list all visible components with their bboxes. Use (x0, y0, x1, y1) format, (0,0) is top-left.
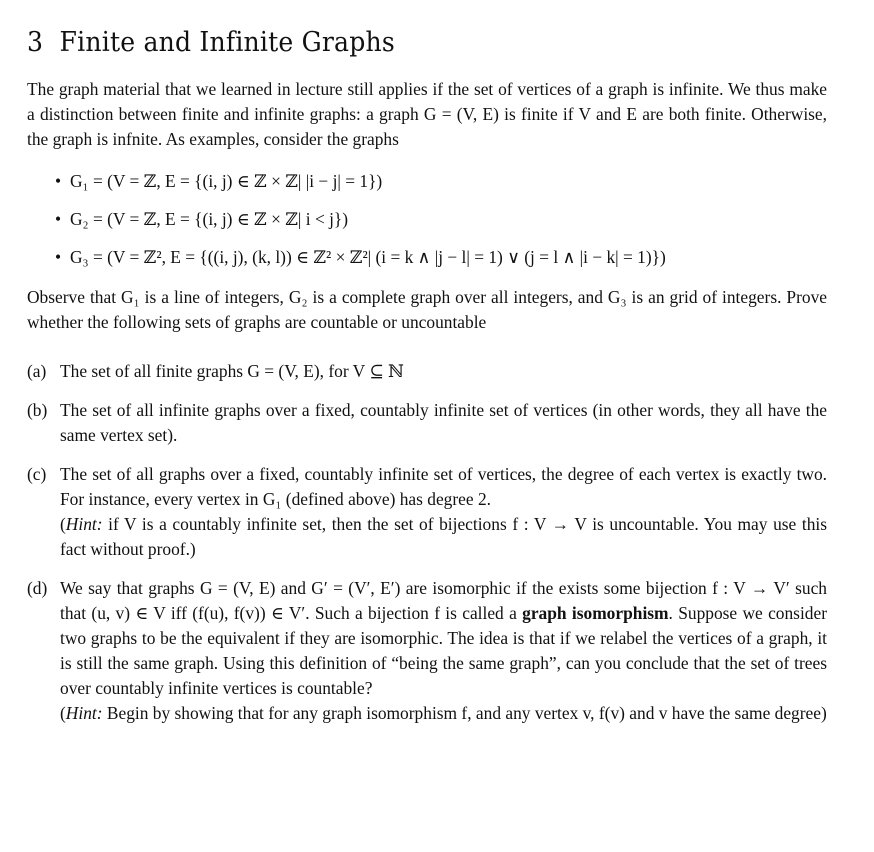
bullet-icon: • (55, 209, 62, 229)
hint-open-paren: ( (60, 703, 66, 723)
hint-open-paren: ( (60, 514, 66, 534)
bullet-icon: • (55, 171, 62, 191)
part-label: (a) (27, 361, 47, 381)
bullet-icon: • (55, 247, 62, 267)
part-text-after: . Suppose we consider two graphs to be the equivalent if they are isomorphic. The idea is that if we relabel the vertices of a graph, it is still the same graph. Using this definition of “being the same graph”, can you conclude that the set of trees over countably infinite vertices is countable? (60, 603, 827, 698)
bold-term: graph isomorphism (522, 603, 669, 623)
observe-paragraph: Observe that G₁ is a line of integers, G₂ is a complete graph over all integers, and G₃ is an grid of integers. Prove whether the following sets of graphs are countable or uncountable (27, 287, 827, 332)
intro-paragraph: The graph material that we learned in lecture still applies if the set of vertices of a graph is infinite. We thus make a distinction between finite and infinite graphs: a graph G = (V, E) is finite if V and E are both finite. Otherwise, the graph is infnite. As examples, consider the graphs (27, 79, 827, 149)
example-graphs-list (27, 169, 827, 270)
hint-label: Hint: (65, 514, 103, 534)
section-title-text: Finite and Infinite Graphs (59, 27, 395, 58)
part-text: The set of all graphs over a fixed, countably infinite set of vertices, the degree of each vertex is exactly two. For instance, every vertex in G₁ (defined above) has degree 2. (60, 464, 827, 509)
section-number: 3 (27, 27, 44, 58)
part-text: The set of all infinite graphs over a fixed, countably infinite set of vertices (in other words, they all have the same vertex set). (60, 400, 827, 445)
problem-parts-list (27, 359, 827, 726)
example-graph-g2: • G₂ = (V = ℤ, E = {(i, j) ∈ ℤ × ℤ| i < j}) (27, 207, 827, 232)
hint-label: Hint: (65, 703, 103, 723)
part-label: (c) (27, 464, 47, 484)
problem-part-d (27, 576, 827, 726)
part-label: (d) (27, 578, 48, 598)
page-content (27, 22, 827, 740)
problem-part-a (27, 359, 827, 384)
part-text-before: We say that graphs G = (V, E) and G′ = (V′, E′) are isomorphic if the exists some bijection f : V → V′ such that (u, v) ∈ V iff (f(u), f(v)) ∈ V′. Such a bijection f is called a (60, 578, 827, 623)
hint-text: Begin by showing that for any graph isomorphism f, and any vertex v, f(v) and v have the same degree) (106, 703, 827, 723)
example-graph-g1: • G₁ = (V = ℤ, E = {(i, j) ∈ ℤ × ℤ| |i − j| = 1}) (27, 169, 827, 194)
problem-part-c (27, 462, 827, 562)
example-graph-g3: • G₃ = (V = ℤ², E = {((i, j), (k, l)) ∈ ℤ² × ℤ²| (i = k ∧ |j − l| = 1) ∨ (j = l ∧ |i − k| = 1)}) (27, 245, 827, 270)
part-label: (b) (27, 400, 48, 420)
part-text: The set of all finite graphs G = (V, E), for V ⊆ ℕ (60, 361, 405, 381)
hint-text: if V is a countably infinite set, then the set of bijections f : V → V is uncountable. You may use this fact without proof.) (60, 514, 827, 559)
problem-part-b (27, 398, 827, 448)
section-title (27, 22, 771, 64)
